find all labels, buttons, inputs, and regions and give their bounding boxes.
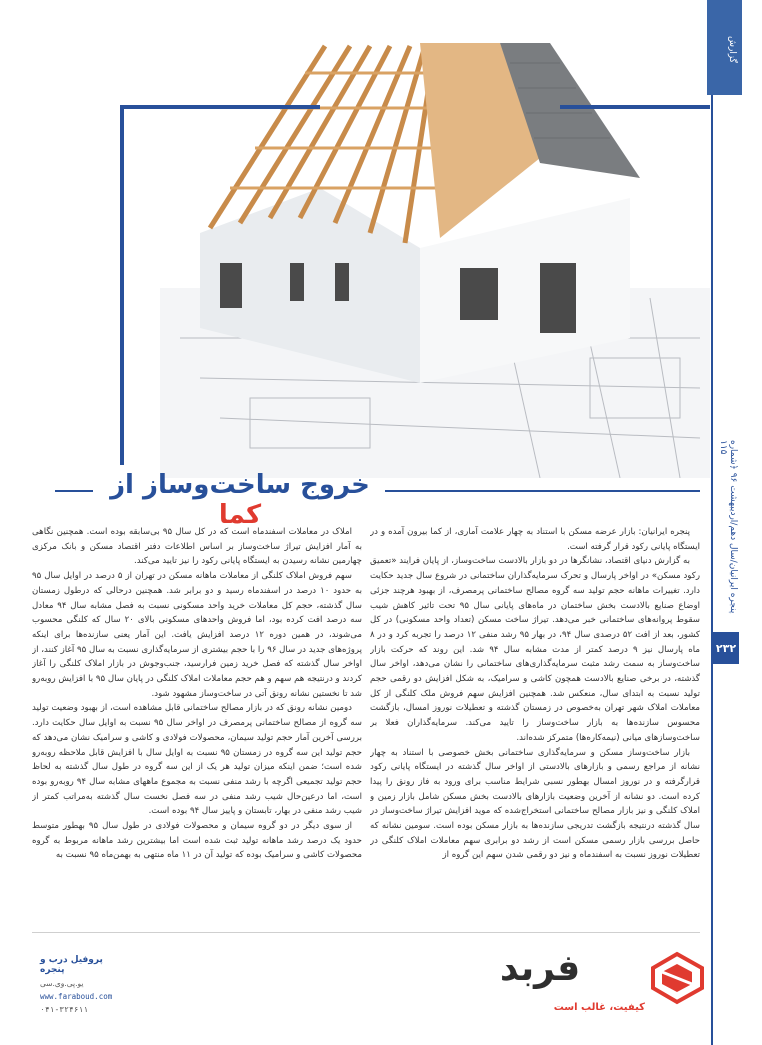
article-column-right bbox=[370, 525, 700, 920]
frame-line-left bbox=[120, 105, 124, 465]
roof-battens bbox=[230, 73, 440, 188]
ad-phone: ۰۴۱-۳۲۴۶۱۱ bbox=[40, 1005, 89, 1014]
section-label: گزارش bbox=[727, 36, 737, 64]
article-column-left bbox=[32, 525, 362, 920]
frame-line-top-right bbox=[560, 105, 710, 109]
frame-line-top bbox=[120, 105, 320, 109]
brand-logo-icon bbox=[650, 950, 705, 1005]
advertisement bbox=[40, 955, 130, 1030]
issue-info: پنجره ایرانیان/سال دهم/اردیبهشت ۹۶ ﴿شماره ۱۱۵ bbox=[718, 440, 738, 614]
paragraph: املاک در معاملات اسفندماه است که در کل سال ۹۵ بی‌سابقه بوده است. همچنین نگاهی به آمار افزایش تیراژ ساخت‌وساز بر اساس اطلاعات دفتر اقتصاد مسکن و بانک مرکزی چهارمین نشانه رسیدن به ایستگاه پایانی رکود را نیز تایید می‌کند. bbox=[32, 527, 362, 567]
paragraph: دومین نشانه رونق که در بازار مصالح ساختمانی قابل مشاهده است، از بهبود وضعیت تولید سه گروه از مصالح ساختمانی پرمصرف در اواخر سال ۹۵ نسبت به اوایل سال حکایت دارد. بررسی آخرین آمار حجم تولید سیمان، محصولات فولادی و کاشی و سرامیک نشان می‌دهد که حجم تولید این سه گروه در زمستان ۹۵ نسبت به اوایل سال با افزایش قابل ملاحظه روبه‌رو شده است؛ ضمن اینکه میزان تولید هر یک از این سه گروه در طول سال گذشته به لحاظ حجم تولید تجمیعی اگرچه با رشد منفی نسبت به مجموع ماههای مشابه سال ۹۴ روبه‌رو بوده است، اما درعین‌حال شیب رشد منفی در سه فصل نخست سال گذشته به‌مراتب کمتر از شیب رشد منفی در بهار، تابستان و پاییز سال ۹۴ بوده است. bbox=[32, 703, 362, 817]
window bbox=[460, 268, 498, 320]
paragraph: سهم فروش املاک کلنگی از معاملات ماهانه مسکن در تهران از ۵ درصد در اوایل سال ۹۵ به حدود ۱۰ درصد در اسفندماه رسید و دو برابر شد. همچنین درحالی که درطول زمستان سال گذشته، حجم کل معاملات خرید واحد مسکونی نسبت به فصل مشابه سال ۹۴ معادل سه درصد افت کرده بود، اما فروش واحدهای مسکونی بالای ۲۰ سال که کلنگی محسوب می‌شوند، در همین دوره ۱۲ درصد افزایش یافت. این آمار یعنی سازنده‌ها برای اینکه پروژه‌های جدید در سال ۹۶ را با حجم بیشتری از سرمایه‌گذاری نسبت به سال ۹۵ آغاز کنند، از اواخر سال گذشته که فصل خرید زمین فرارسید، جنب‌وجوش در بازار املاک کلنگی را آغاز کردند و درنتیجه هم سهم و هم حجم معاملات املاک کلنگی در پایان سال ۹۵ با افزایش روبه‌رو شد تا نخستین نشانه رونق آتی در ساخت‌وساز مشهود شود. bbox=[32, 571, 362, 699]
window bbox=[220, 263, 242, 308]
window bbox=[290, 263, 304, 301]
window bbox=[335, 263, 349, 301]
article-headline bbox=[95, 470, 385, 530]
brand-name: فربد bbox=[499, 948, 581, 989]
paragraph: پنجره ایرانیان: بازار عرضه مسکن با استناد به چهار علامت آماری، از کما بیرون آمده و در ایستگاه پایانی رکود قرار گرفته است. bbox=[370, 527, 700, 552]
headline-main: خروج ساخت‌وساز از bbox=[110, 470, 370, 500]
brand-tagline: کیفیت، غالب است bbox=[553, 1002, 645, 1013]
paragraph: بازار ساخت‌وساز مسکن و سرمایه‌گذاری ساختمانی بخش خصوصی با استناد به چهار نشانه از مراجع رسمی و بازارهای بالادستی از اواخر سال گذشته در ایستگاه پایانی رکود قرارگرفته و در نوروز امسال بهطور نسبی شرایط مناسب برای ورود به فاز رونق را پیدا کرده است. دو نشانه از آخرین وضعیت بازارهای بالادست بخش مسکن شامل بازار زمین و املاک کلنگی و نیز بازار مصالح ساختمانی استخراج‌شده که موید افزایش تیراژ ساخت‌وساز در سال گذشته درنتیجه بازگشت تدریجی سازنده‌ها به بازار مسکن بوده است. سومین نشانه که حاصل بررسی بازار رسمی مسکن است از رشد دو برابری سهم معاملات املاک کلنگی در تعطیلات نوروز نسبت به اسفندماه و نیز دو رقمی شدن سهم این گروه از bbox=[370, 747, 700, 861]
headline-accent: کما bbox=[218, 500, 262, 530]
page-number: ۲۳۲ bbox=[713, 632, 739, 664]
paragraph: از سوی دیگر در دو گروه سیمان و محصولات فولادی در طول سال ۹۵ بهطور متوسط حدود یک درصد رشد ماهانه تولید ثبت شده است اما بیشترین رشد ماهانه مربوط به گروه محصولات کاشی و سرامیک بوده که تولید آن در ۱۱ ماه منتهی به بهمن‌ماه ۹۵ نسبت به bbox=[32, 821, 362, 861]
paragraph: به گزارش دنیای اقتصاد، نشانگرها در دو بازار بالادست ساخت‌وساز، از پایان فرایند «تعمیق رکود مسکن» در اواخر پارسال و تحرک سرمایه‌گذاران ساختمانی در شروع سال جدید حکایت دارد. تغییرات ماهانه حجم تولید سه گروه مصالح ساختمانی پرمصرف، از بهبود هرچند جزئی اوضاع صنایع بالادست بخش ساختمان در ماه‌های پایانی سال ۹۵ تحت تاثیر کاهش شیب سقوط پروانه‌های ساختمانی خبر می‌دهد. تیراژ ساخت مسکن (تعداد واحد مسکونی) در کل کشور، بعد از افت ۵۲ درصدی سال ۹۴، در بهار ۹۵ رشد منفی ۱۲ درصد را تجربه کرد و در ۸ ماه پارسال نیز ۹ درصد کمتر از مدت مشابه سال ۹۴ شد. این روند که حرکت بازار ساخت‌وساز به سمت رشد مثبت سرمایه‌گذاری‌های ساختمانی را نشان می‌دهد، اواخر سال گذشته، در برخی صنایع بالادست همچون کاشی و سرامیک، به شکل افزایش دو رقمی حجم تولید نسبت به ابتدای سال، منعکس شد. همچنین افزایش سهم فروش ملک کلنگی از کل معاملات املاک شهر تهران به‌خصوص در زمستان گذشته و تعطیلات نوروز امسال، بازگشت محسوس سازنده‌ها به بازار ساخت‌وساز را تایید می‌کند. سرمایه‌گذاران فعلا بر ساخت‌وسازهای میانی (نیمه‌کاره‌ها) متمرکز شده‌اند. bbox=[370, 556, 700, 743]
footer-divider bbox=[32, 932, 700, 933]
title-rule-left bbox=[55, 490, 93, 492]
ad-title: پروفیل درب و پنجره bbox=[40, 955, 103, 975]
ad-subtitle: یو.پی.وی.سی bbox=[40, 979, 84, 988]
door bbox=[540, 263, 576, 333]
ad-url: www.faraboud.com bbox=[40, 992, 113, 1001]
title-rule-right bbox=[385, 490, 700, 492]
house-construction-image bbox=[120, 38, 710, 478]
